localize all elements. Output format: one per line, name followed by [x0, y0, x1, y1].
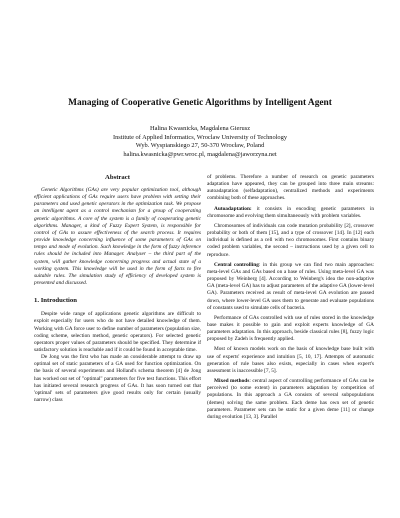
abstract-text: Genetic Algorithms (GAs) are very popular optimization tool, although efficient applications of GAs require users have problem with setting their parameters and used genetic operators in the optimization task. We propose an intelligent agent as a control mechanism for a group of cooperating genetic algorithms. A core of the system is a family of cooperating genetic algorithms. Manager, a kind of Fuzzy Expert System, is responsible for control of GAs to assure effectiveness of the search process. It requires provide knowledge concerning influence of some parameters of GAs on tempo and mode of evolution. Such knowledge in the form of fuzzy inference rules should be included into Manager. Analyser – the third part of the system, will gather knowledge concerning progress and actual state of a working system. This knowledge will be used in the form of facts to fire suitable rules. The simulation study of efficiency of developed system is presented and discussed. [34, 187, 201, 287]
right-column [207, 174, 374, 421]
intro-paragraph-1: Despite wide range of applications genetic algorithms are difficult to exploit especially for users who do not have detailed knowledge of them. Working with GA force user to define number of parameters (population size, coding scheme, selection method, genetic operators). For selected genetic operators proper values of parameters should be specified. They determine if satisfactory solution is reachable and if it could be found in acceptable time. [34, 311, 201, 353]
mixed-methods-lead: Mixed methods [214, 378, 250, 385]
left-column [34, 174, 201, 404]
central-controlling-paragraph [207, 262, 374, 312]
mixed-methods-text: : central aspect of controlling performance of GAs can be perceived (to some extent) in parameters adaptation by competition of populations. In this approach a GA consists of several subpopulations (demes) solving the same problem. Each deme has own set of genetic parameters. Parameter sets can be static for a given deme [11] or change during evolution [13, 3]. Parallel [207, 378, 374, 420]
author-emails: halina.kwasnicka@pwr.wroc.pl, magdalena@jaworzyna.net [123, 150, 277, 158]
paper-title: Managing of Cooperative Genetic Algorithms by Intelligent Agent [68, 98, 332, 108]
abstract-heading: Abstract [105, 174, 130, 181]
chromosome-paragraph: Chromosomes of individuals can code mutation probability [2], crossover probability or both of them [15], and a type of crossover [14]. In [12] each individual is defined as a cell with two chromosomes. First contains binary coded problem variables, the second – instructions used by a given cell to reproduce. [207, 222, 374, 258]
autoadaptation-lead: Autoadaptation: [214, 205, 252, 212]
body-paragraph-1: of problems. Therefore a number of research on genetic parameters adaptation have appeared, they can be grouped into three main streams: autoadaptation (selfadaptation), centralized methods and experiments combining both of these approaches. [207, 174, 374, 202]
mixed-methods-paragraph [207, 378, 374, 421]
rules-paragraph: Performance of GAs controlled with use of rules stored in the knowledge base makes it possible to gain and exploit experts knowledge of GA parameters adaptation. In this approach, beside classical rules [8], fuzzy logic proposed by Zadeh is frequently applied. [207, 314, 374, 343]
author-address: Wyb. Wyspianskiego 27, 50-370 Wrocław, Poland [135, 142, 265, 150]
central-controlling-lead: Central controlling [214, 261, 259, 268]
autoadaptation-text: it consists in encoding genetic parameters in chromosome and evolving them simultaneously with problem variables. [207, 205, 374, 219]
central-controlling-text: : in this group we can find two main approaches: meta-level GAs and GAs based on a base of rules. Using meta-level GA was proposed by Weinberg [4]. According to Weinberg's idea the non-adaptive GA (meta-level GA) has to adjust parameters of the adaptive GA (lower-level GA). Parameters received as result of meta-level GA evolution are passed down, where lower-level GA uses them to generate and evaluate populations of constants used to simulate cells of bacteria. [207, 261, 375, 311]
knowledge-base-paragraph: Most of known models work on the basis of knowledge base built with use of experts' experience and intuition [5, 10, 17]. Attempts of automatic generation of rule bases also exists, especially in cases when expert's assessment is inaccessible [7, 5]. [207, 346, 374, 374]
autoadaptation-paragraph [207, 206, 374, 220]
author-affiliation: Institute of Applied Informatics, Wroclaw University of Technology [112, 133, 288, 141]
intro-paragraph-2: De Jong was the first who has made an considerable attempt to draw up optimal set of static parameters of a GA used for function optimization. On the basis of several experiments and Holland's schema theorem [4] de Jong has worked out set of "optimal" parameters for five test functions. This effort has initiated several research progress of GAs. It has soon turned out that 'optimal' sets of parameters give good results only for certain (usually narrow) class [34, 354, 201, 404]
author-names: Halina Kwasnicka, Magdalena Gierusz [149, 125, 251, 132]
author-block [20, 125, 380, 159]
introduction-heading: 1. Introduction [34, 297, 77, 305]
